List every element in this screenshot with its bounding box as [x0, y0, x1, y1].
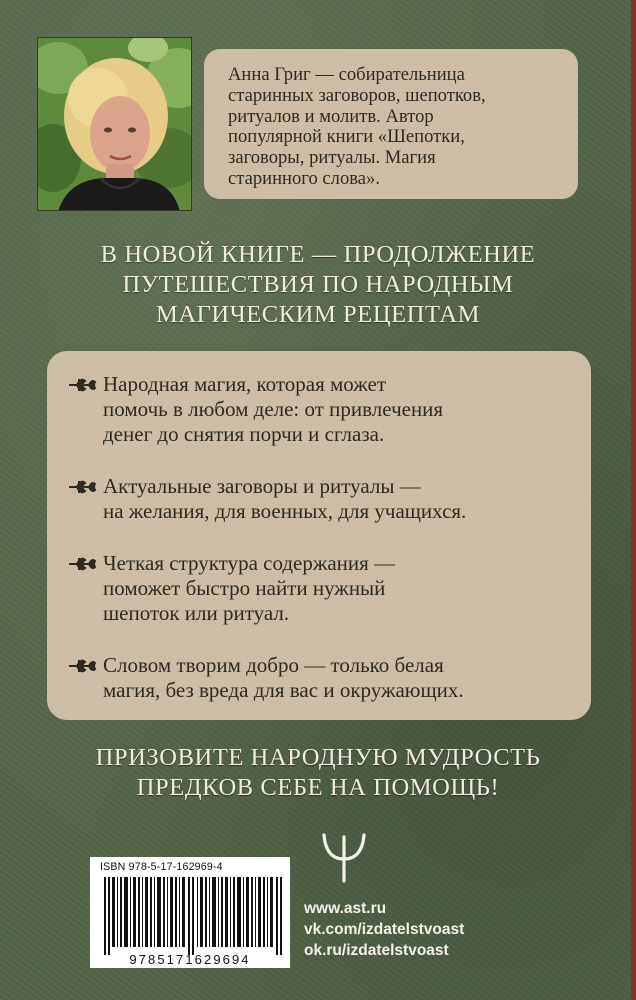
publisher-links	[304, 898, 544, 961]
barcode-bars	[104, 877, 286, 955]
author-bio-line: Анна Григ — собирательница	[228, 64, 465, 85]
headline	[0, 240, 636, 330]
feature-text: поможет быстро найти нужный	[103, 576, 386, 600]
feature-text: Актуальные заговоры и ритуалы —	[103, 474, 421, 498]
barcode-digits: 9785171629694	[129, 952, 251, 967]
features-card	[47, 351, 591, 720]
fleur-de-lis-icon	[67, 477, 97, 497]
author-bio-line: заговоры, ритуалы. Магия	[228, 147, 436, 169]
feature-text: Словом творим добро — только белая	[103, 653, 444, 677]
author-photo	[37, 37, 192, 211]
closing-line: ПРЕДКОВ СЕБЕ НА ПОМОЩЬ!	[136, 774, 500, 801]
feature-text: денег до снятия порчи и сглаза.	[103, 422, 385, 446]
isbn-label: ISBN 978-5-17-162969-4	[100, 861, 223, 873]
publisher-ok-link[interactable]: ok.ru/izdatelstvoast	[304, 942, 449, 959]
fleur-de-lis-icon	[67, 656, 97, 676]
psi-logo-icon	[320, 833, 368, 883]
fleur-de-lis-icon	[67, 554, 97, 574]
feature-item	[67, 551, 571, 626]
cover-edge	[631, 0, 636, 1000]
author-bio-line: ритуалов и молитв. Автор	[228, 105, 434, 127]
headline-line: ПУТЕШЕСТВИЯ ПО НАРОДНЫМ	[122, 271, 514, 298]
publisher-website-link[interactable]: www.ast.ru	[304, 900, 387, 917]
feature-text: помочь в любом деле: от привлечения	[103, 397, 444, 421]
headline-line: МАГИЧЕСКИМ РЕЦЕПТАМ	[155, 301, 481, 328]
feature-text: Четкая структура содержания —	[103, 551, 396, 575]
barcode	[90, 857, 290, 968]
feature-item	[67, 653, 571, 703]
feature-text: на желания, для военных, для учащихся.	[103, 499, 467, 523]
headline-line: В НОВОЙ КНИГЕ — ПРОДОЛЖЕНИЕ	[100, 241, 536, 268]
closing-slogan	[0, 743, 636, 803]
feature-text: Народная магия, которая может	[103, 372, 386, 396]
closing-line: ПРИЗОВИТЕ НАРОДНУЮ МУДРОСТЬ	[95, 744, 541, 771]
publisher-vk-link[interactable]: vk.com/izdatelstvoast	[304, 921, 465, 938]
feature-item	[67, 474, 571, 524]
author-bio-card	[204, 49, 578, 199]
author-bio-line: старинного слова».	[228, 167, 380, 189]
author-bio-line: популярной книги «Шепотки,	[228, 126, 465, 148]
feature-text: магия, без вреда для вас и окружающих.	[103, 678, 464, 702]
author-bio-line: старинных заговоров, шепотков,	[228, 84, 486, 106]
fleur-de-lis-icon	[67, 375, 97, 395]
feature-text: шепоток или ритуал.	[103, 601, 290, 625]
feature-item	[67, 372, 571, 447]
